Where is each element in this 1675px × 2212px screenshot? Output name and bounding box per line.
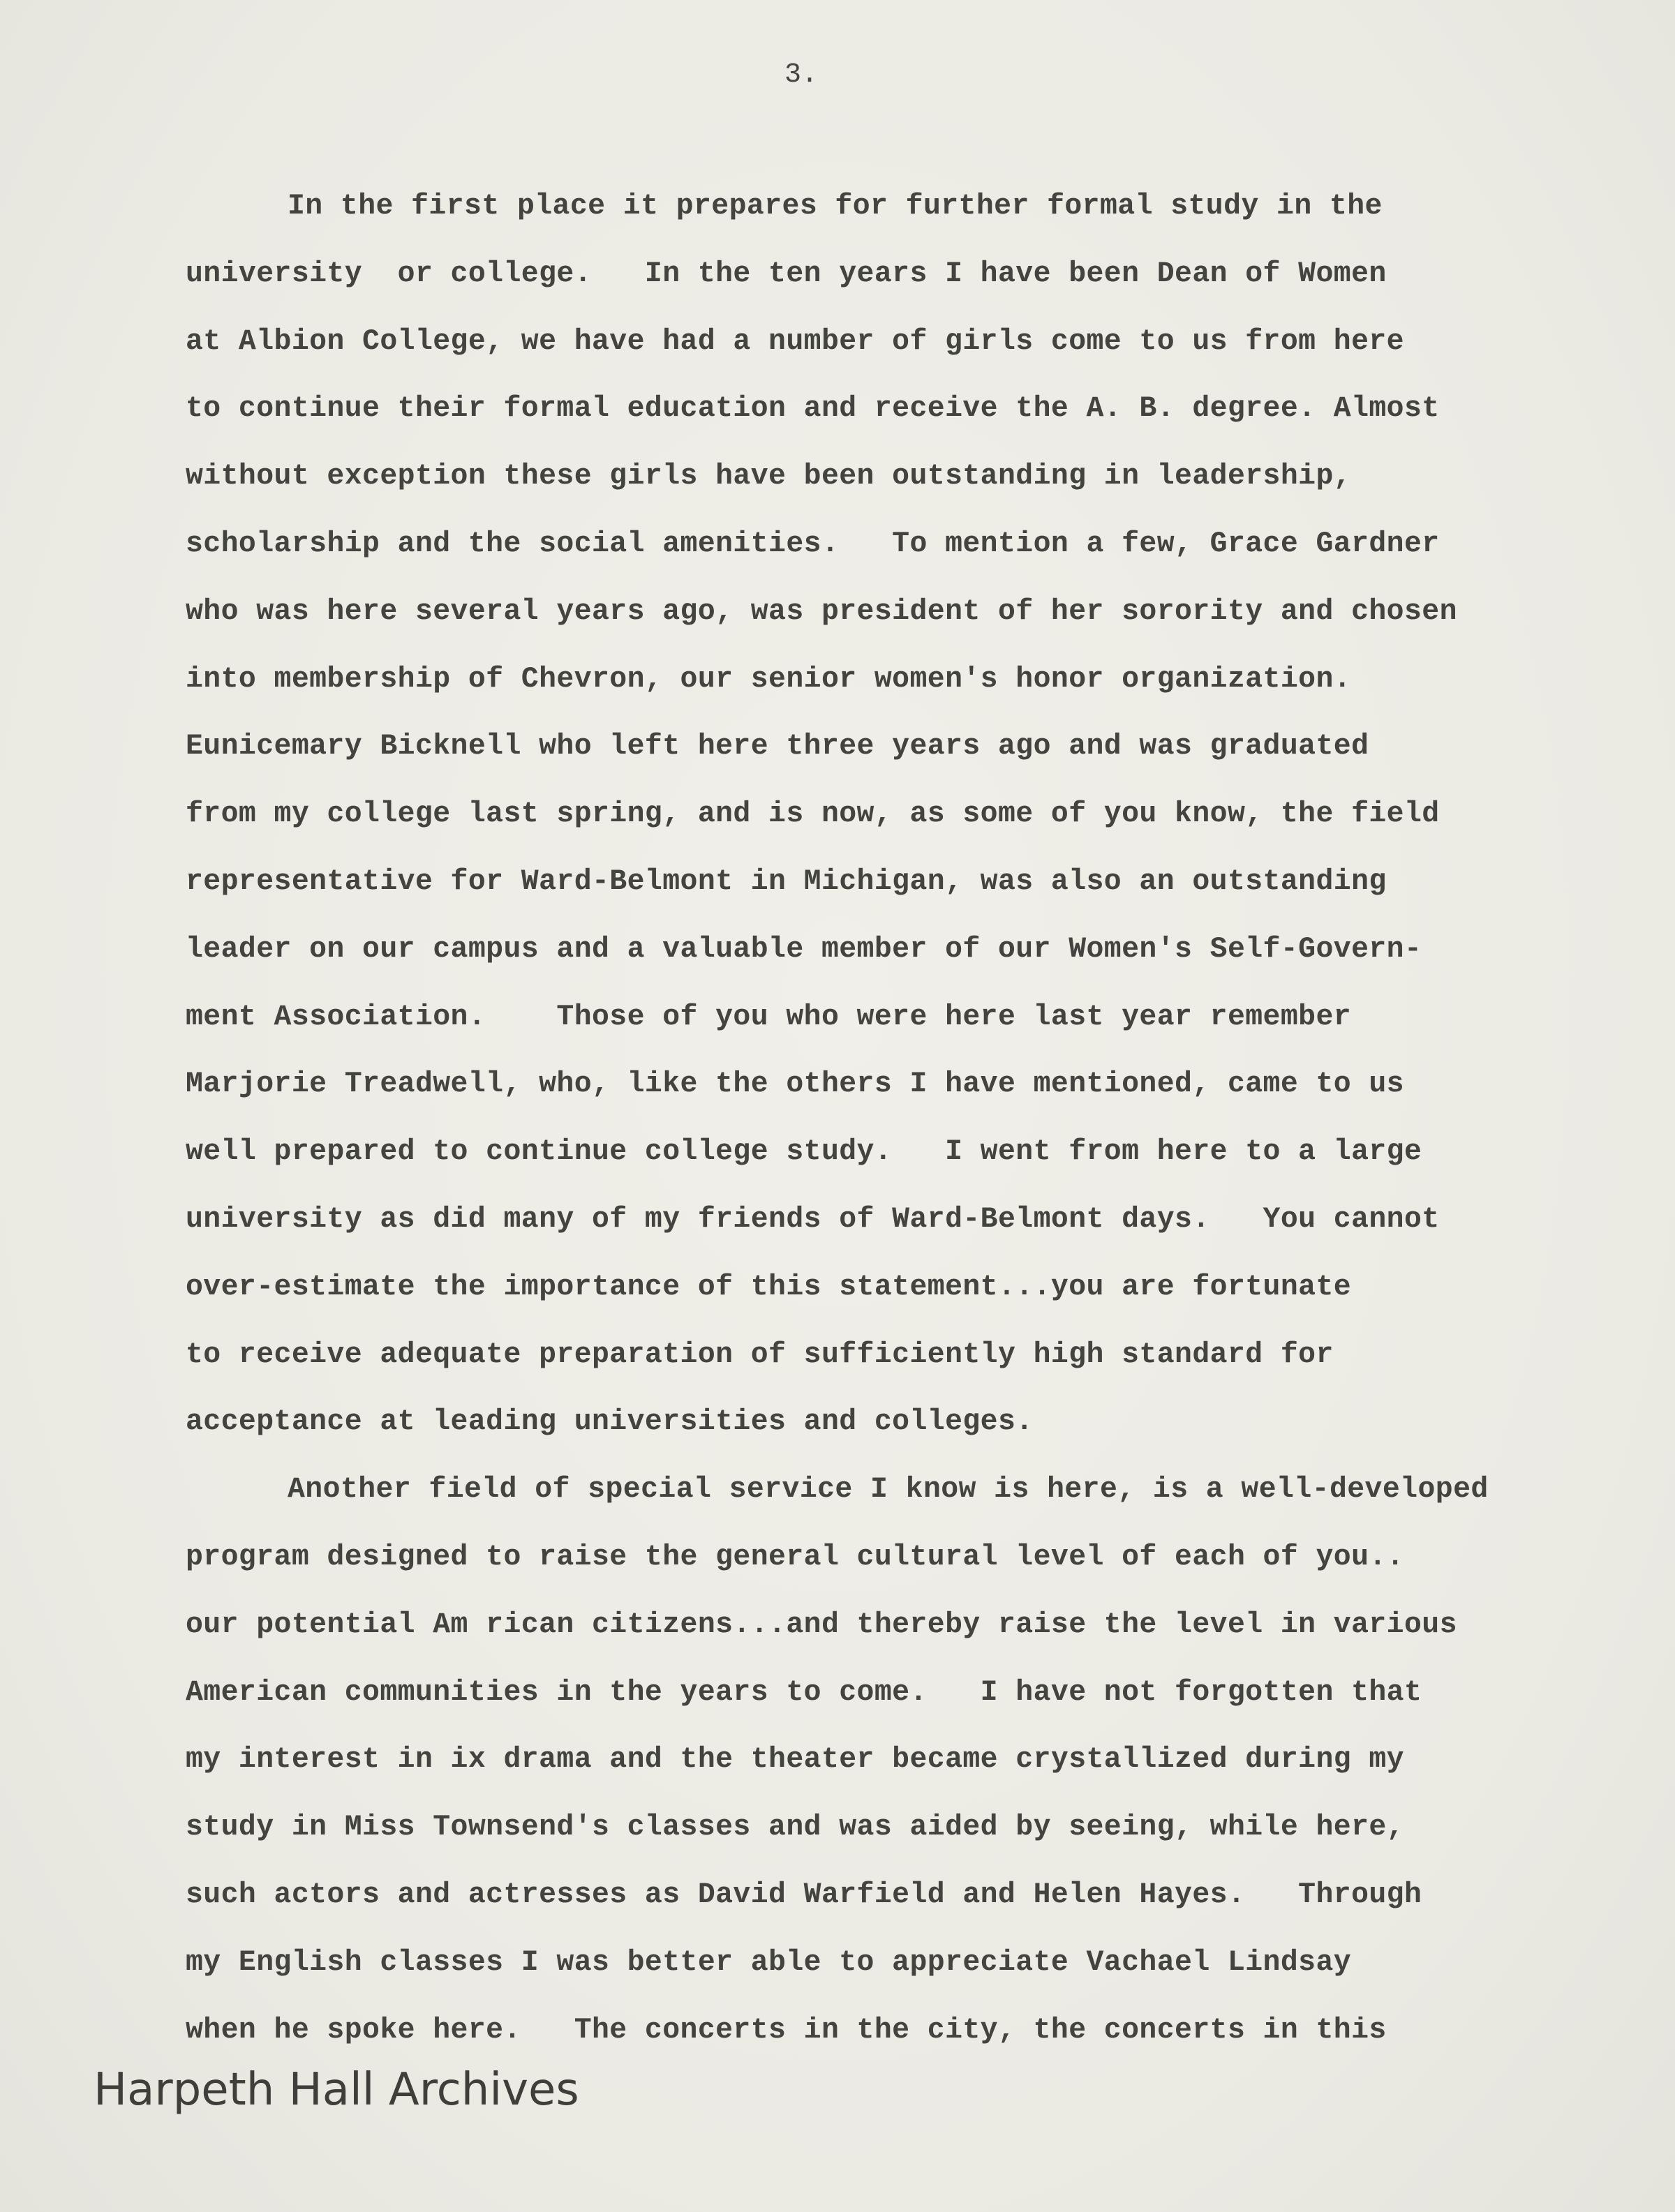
text-line: scholarship and the social amenities. To mention a few, Grace Gardner [186, 527, 1440, 560]
text-line: university or college. In the ten years I have been Dean of Women [186, 257, 1387, 290]
text-line: over-estimate the importance of this statement...you are fortunate [186, 1270, 1352, 1303]
text-line: such actors and actresses as David Warfield and Helen Hayes. Through [186, 1878, 1422, 1911]
text-line: into membership of Chevron, our senior women's honor organization. [186, 662, 1352, 696]
text-line: program designed to raise the general cultural level of each of you.. [186, 1540, 1404, 1574]
text-line: ment Association. Those of you who were here last year remember [186, 1000, 1352, 1033]
text-line: Another field of special service I know is here, is a well-developed [288, 1473, 1489, 1507]
text-line: representative for Ward-Belmont in Michigan, was also an outstanding [186, 865, 1387, 898]
text-line: without exception these girls have been outstanding in leadership, [186, 460, 1352, 493]
text-line: American communities in the years to come. I have not forgotten that [186, 1675, 1422, 1709]
text-line: Eunicemary Bicknell who left here three years ago and was graduated [186, 730, 1369, 763]
archive-watermark: Harpeth Hall Archives [94, 2064, 579, 2116]
paragraph [186, 184, 1651, 1467]
text-line: Marjorie Treadwell, who, like the others I have mentioned, came to us [186, 1068, 1404, 1101]
text-line: university as did many of my friends of Ward-Belmont days. You cannot [186, 1202, 1440, 1236]
text-line: who was here several years ago, was president of her sorority and chosen [186, 595, 1457, 628]
body-text [186, 184, 1651, 2075]
text-line: when he spoke here. The concerts in the city, the concerts in this [186, 2013, 1387, 2047]
text-line: well prepared to continue college study. I went from here to a large [186, 1135, 1422, 1169]
text-line: In the first place it prepares for further formal study in the [288, 190, 1383, 223]
text-line: leader on our campus and a valuable member of our Women's Self-Govern- [186, 932, 1422, 966]
text-line: our potential Am rican citizens...and thereby raise the level in various [186, 1608, 1457, 1641]
text-line: acceptance at leading universities and colleges. [186, 1405, 1034, 1439]
page-number: 3. [784, 59, 819, 91]
text-line: from my college last spring, and is now, as some of you know, the field [186, 798, 1440, 831]
text-line: my English classes I was better able to appreciate Vachael Lindsay [186, 1945, 1352, 1979]
text-line: to receive adequate preparation of sufficiently high standard for [186, 1338, 1334, 1371]
text-line: study in Miss Townsend's classes and was aided by seeing, while here, [186, 1811, 1404, 1844]
text-line: my interest in ix drama and the theater became crystallized during my [186, 1743, 1404, 1777]
paragraph [186, 1467, 1651, 2075]
text-line: to continue their formal education and receive the A. B. degree. Almost [186, 392, 1440, 426]
text-line: at Albion College, we have had a number of girls come to us from here [186, 324, 1404, 358]
